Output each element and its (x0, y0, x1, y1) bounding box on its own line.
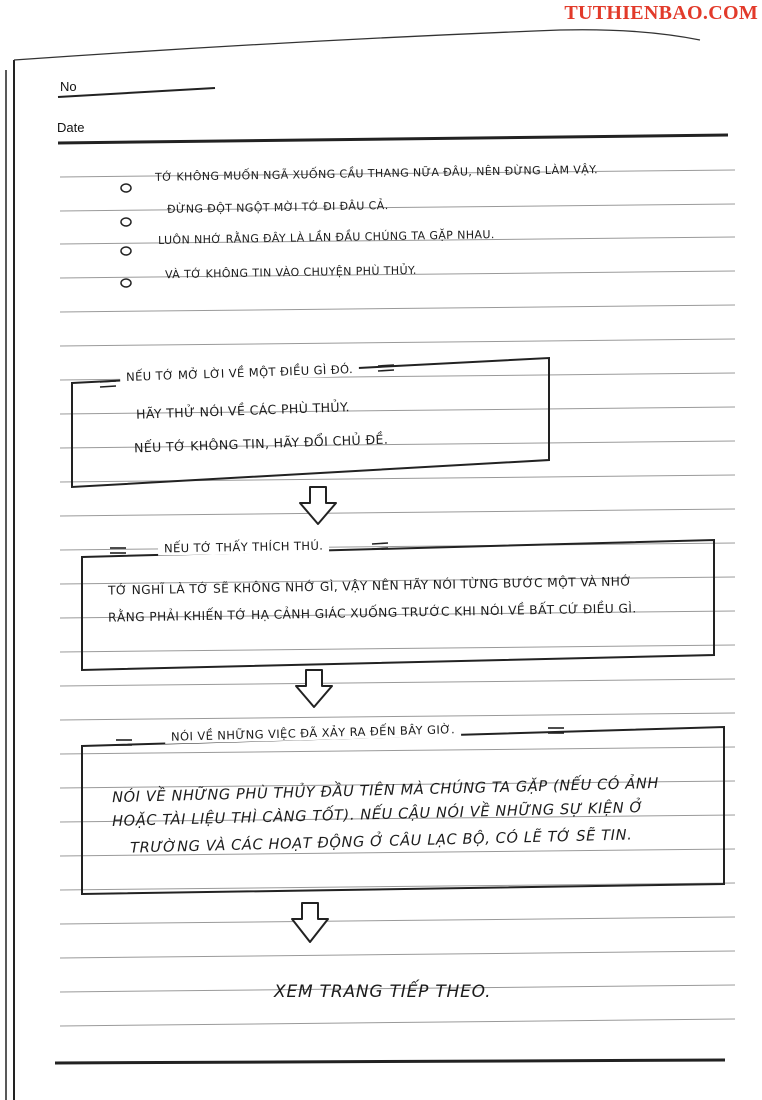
box1-line: NẾU TỚ KHÔNG TIN, HÃY ĐỔI CHỦ ĐỀ. (133, 431, 389, 456)
box3-line: NÓI VỀ NHỮNG PHÙ THỦY ĐẦU TIÊN MÀ CHÚNG TA GẶP (NẾU CÓ ẢNH (111, 774, 660, 807)
box1-title: NẾU TỚ MỞ LỜI VỀ MỘT ĐIỀU GÌ ĐÓ. (120, 362, 359, 384)
bullet-item: VÀ TỚ KHÔNG TIN VÀO CHUYỆN PHÙ THỦY. (164, 263, 417, 282)
no-label: No (60, 79, 77, 94)
next-page-note: XEM TRANG TIẾP THEO. (274, 982, 492, 1002)
box3-line: TRƯỜNG VÀ CÁC HOẠT ĐỘNG Ở CÂU LẠC BỘ, CÓ LẼ TỚ SẼ TIN. (129, 826, 633, 857)
bullet-item: TỚ KHÔNG MUỐN NGÃ XUỐNG CẦU THANG NỮA ĐÂU, NÊN ĐỪNG LÀM VẬY. (154, 163, 599, 184)
box3-title: NÓI VỀ NHỮNG VIỆC ĐÃ XẢY RA ĐẾN BÂY GIỜ. (165, 722, 461, 744)
date-label: Date (57, 120, 85, 135)
box2-line: TỚ NGHĨ LÀ TỚ SẼ KHÔNG NHỚ GÌ, VẬY NÊN HÃY NÓI TỪNG BƯỚC MỘT VÀ NHỚ (107, 574, 632, 598)
box2-line: RẰNG PHẢI KHIẾN TỚ HẠ CẢNH GIÁC XUỐNG TRƯỚC KHI NÓI VỀ BẤT CỨ ĐIỀU GÌ. (107, 601, 637, 625)
box3-line: HOẶC TÀI LIỆU THÌ CÀNG TỐT). NẾU CẬU NÓI VỀ NHỮNG SỰ KIỆN Ở (111, 799, 644, 830)
watermark-text: TUTHIENBAO.COM (564, 2, 758, 24)
box2-title: NẾU TỚ THẤY THÍCH THÚ. (158, 539, 330, 556)
box1-line: HÃY THỬ NÓI VỀ CÁC PHÙ THỦY. (135, 399, 351, 422)
bullet-item: ĐỪNG ĐỘT NGỘT MỜI TỚ ĐI ĐÂU CẢ. (166, 199, 389, 216)
bullet-item: LUÔN NHỚ RẰNG ĐÂY LÀ LẦN ĐẦU CHÚNG TA GẶP NHAU. (157, 228, 495, 247)
